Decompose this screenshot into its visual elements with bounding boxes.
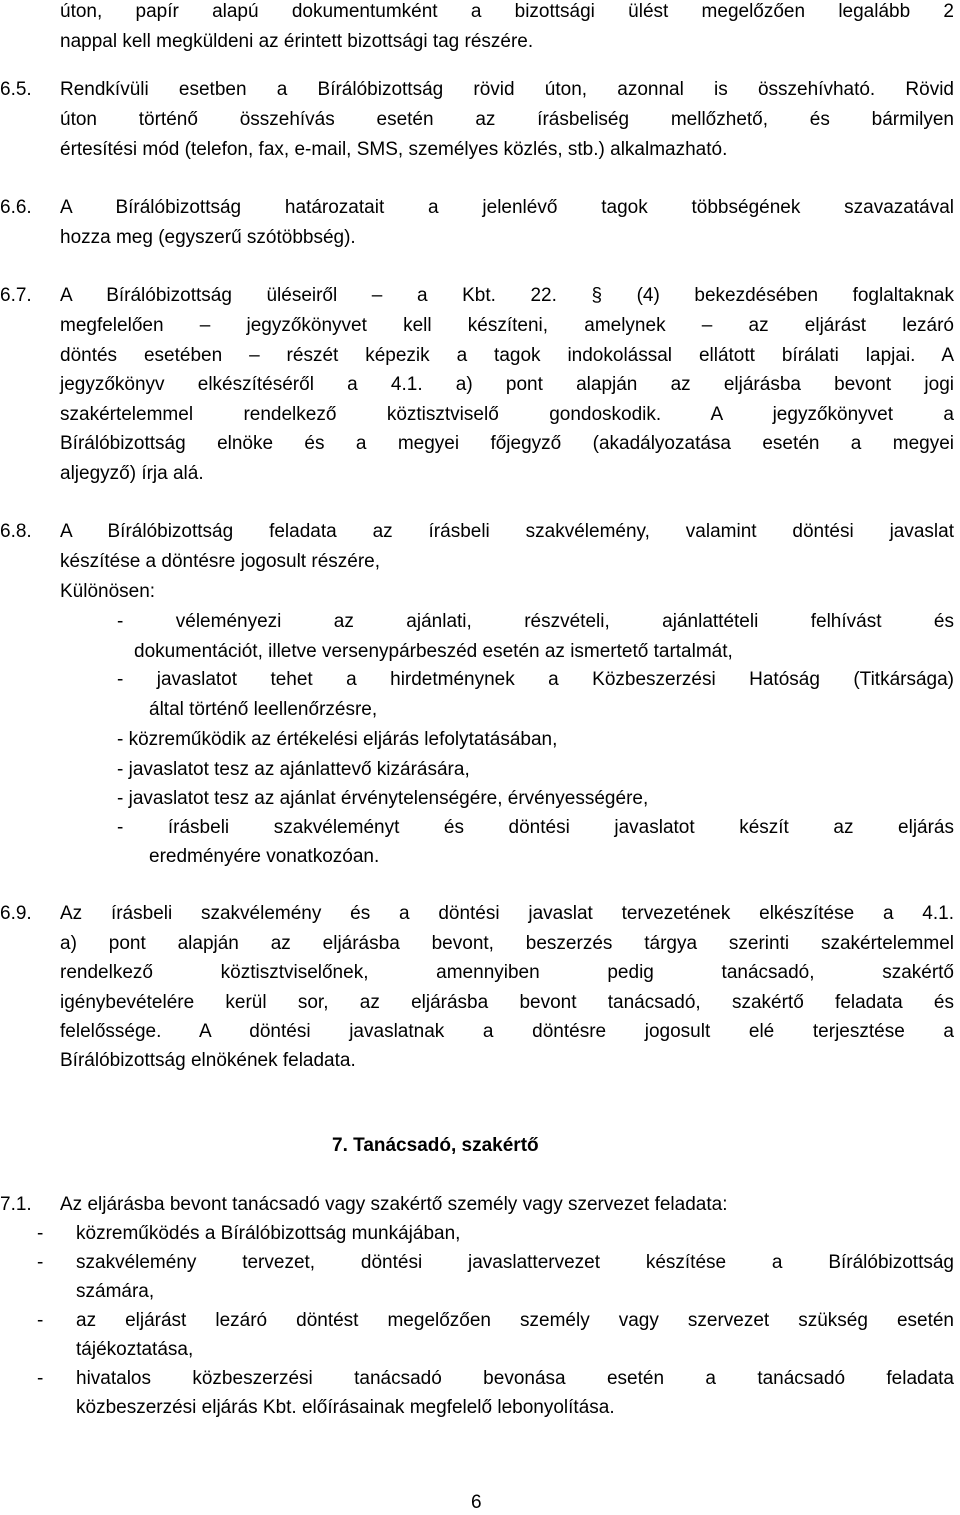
list-item: - javaslatot tesz az ajánlattevő kizárására, bbox=[117, 759, 470, 780]
list-item: dokumentációt, illetve versenypárbeszéd esetén az ismertető tartalmát, bbox=[134, 641, 733, 662]
list-item: hivatalos közbeszerzési tanácsadó bevonása esetén a tanácsadó feladata bbox=[76, 1368, 954, 1389]
text-line: Bírálóbizottság elnöke és a megyei főjegyző (akadályozatása esetén a megyei bbox=[60, 433, 954, 454]
text-line: Az írásbeli szakvélemény és a döntési javaslat tervezetének elkészítése a 4.1. bbox=[60, 903, 954, 924]
list-item: által történő leellenőrzésre, bbox=[149, 699, 378, 720]
chapter-title: 7. Tanácsadó, szakértő bbox=[332, 1135, 539, 1156]
text-line: felelőssége. A döntési javaslatnak a döntésre jogosult elé terjesztése a bbox=[60, 1021, 954, 1042]
text-line: döntés esetében – részét képezik a tagok indokolással ellátott bírálati lapjai. A bbox=[60, 345, 954, 366]
list-item: tájékoztatása, bbox=[76, 1339, 194, 1360]
section-number: 6.9. bbox=[0, 903, 32, 924]
list-item: eredményére vonatkozóan. bbox=[149, 846, 380, 867]
page-number: 6 bbox=[471, 1492, 482, 1513]
text-line: értesítési mód (telefon, fax, e-mail, SMS, személyes közlés, stb.) alkalmazható. bbox=[60, 139, 728, 160]
list-item: szakvélemény tervezet, döntési javaslattervezet készítése a Bírálóbizottság bbox=[76, 1252, 954, 1273]
list-item: - javaslatot tesz az ajánlat érvénytelenségére, érvényességére, bbox=[117, 788, 649, 809]
list-dash: - bbox=[37, 1310, 44, 1331]
text-line: Az eljárásba bevont tanácsadó vagy szakértő személy vagy szervezet feladata: bbox=[60, 1194, 728, 1215]
text-line: A Bírálóbizottság határozatait a jelenlévő tagok többségének szavazatával bbox=[60, 197, 954, 218]
list-item: - véleményezi az ajánlati, részvételi, ajánlattételi felhívást és bbox=[117, 611, 954, 632]
text-line: A Bírálóbizottság feladata az írásbeli szakvélemény, valamint döntési javaslat bbox=[60, 521, 954, 542]
list-item: közreműködés a Bírálóbizottság munkájában, bbox=[76, 1223, 461, 1244]
section-number: 6.6. bbox=[0, 197, 32, 218]
list-item: - írásbeli szakvéleményt és döntési javaslatot készít az eljárás bbox=[117, 817, 954, 838]
text-line: megfelelően – jegyzőkönyvet kell készíteni, amelynek – az eljárást lezáró bbox=[60, 315, 954, 336]
text-line: úton, papír alapú dokumentumként a bizottsági ülést megelőzően legalább 2 bbox=[60, 1, 954, 22]
list-item: számára, bbox=[76, 1281, 155, 1302]
text-line: rendelkező köztisztviselőnek, amennyiben pedig tanácsadó, szakértő bbox=[60, 962, 954, 983]
text-line: a) pont alapján az eljárásba bevont, beszerzés tárgya szerinti szakértelemmel bbox=[60, 933, 954, 954]
section-number: 6.8. bbox=[0, 521, 32, 542]
list-dash: - bbox=[37, 1252, 44, 1273]
list-item: - közreműködik az értékelési eljárás lefolytatásában, bbox=[117, 729, 558, 750]
text-line: jegyzőkönyv elkészítéséről a 4.1. a) pont alapján az eljárásba bevont jogi bbox=[60, 374, 954, 395]
section-number: 7.1. bbox=[0, 1194, 32, 1215]
text-line: hozza meg (egyszerű szótöbbség). bbox=[60, 227, 356, 248]
text-line: készítése a döntésre jogosult részére, bbox=[60, 551, 381, 572]
text-line: aljegyző) írja alá. bbox=[60, 463, 204, 484]
text-line: A Bírálóbizottság üléseiről – a Kbt. 22. § (4) bekezdésében foglaltaknak bbox=[60, 285, 954, 306]
text-line: szakértelemmel rendelkező köztisztviselő gondoskodik. A jegyzőkönyvet a bbox=[60, 404, 954, 425]
text-line: Bírálóbizottság elnökének feladata. bbox=[60, 1050, 356, 1071]
text-line: úton történő összehívás esetén az írásbeliség mellőzhető, és bármilyen bbox=[60, 109, 954, 130]
text-line: Rendkívüli esetben a Bírálóbizottság rövid úton, azonnal is összehívható. Rövid bbox=[60, 79, 954, 100]
text-line: nappal kell megküldeni az érintett bizottsági tag részére. bbox=[60, 31, 534, 52]
section-number: 6.5. bbox=[0, 79, 32, 100]
list-item: közbeszerzési eljárás Kbt. előírásainak megfelelő lebonyolítása. bbox=[76, 1397, 615, 1418]
list-dash: - bbox=[37, 1223, 44, 1244]
list-item: az eljárást lezáró döntést megelőzően személy vagy szervezet szükség esetén bbox=[76, 1310, 954, 1331]
text-line: Különösen: bbox=[60, 581, 156, 602]
list-item: - javaslatot tehet a hirdetménynek a Közbeszerzési Hatóság (Titkársága) bbox=[117, 669, 954, 690]
section-number: 6.7. bbox=[0, 285, 32, 306]
list-dash: - bbox=[37, 1368, 44, 1389]
text-line: igénybevételére kerül sor, az eljárásba bevont tanácsadó, szakértő feladata és bbox=[60, 992, 954, 1013]
